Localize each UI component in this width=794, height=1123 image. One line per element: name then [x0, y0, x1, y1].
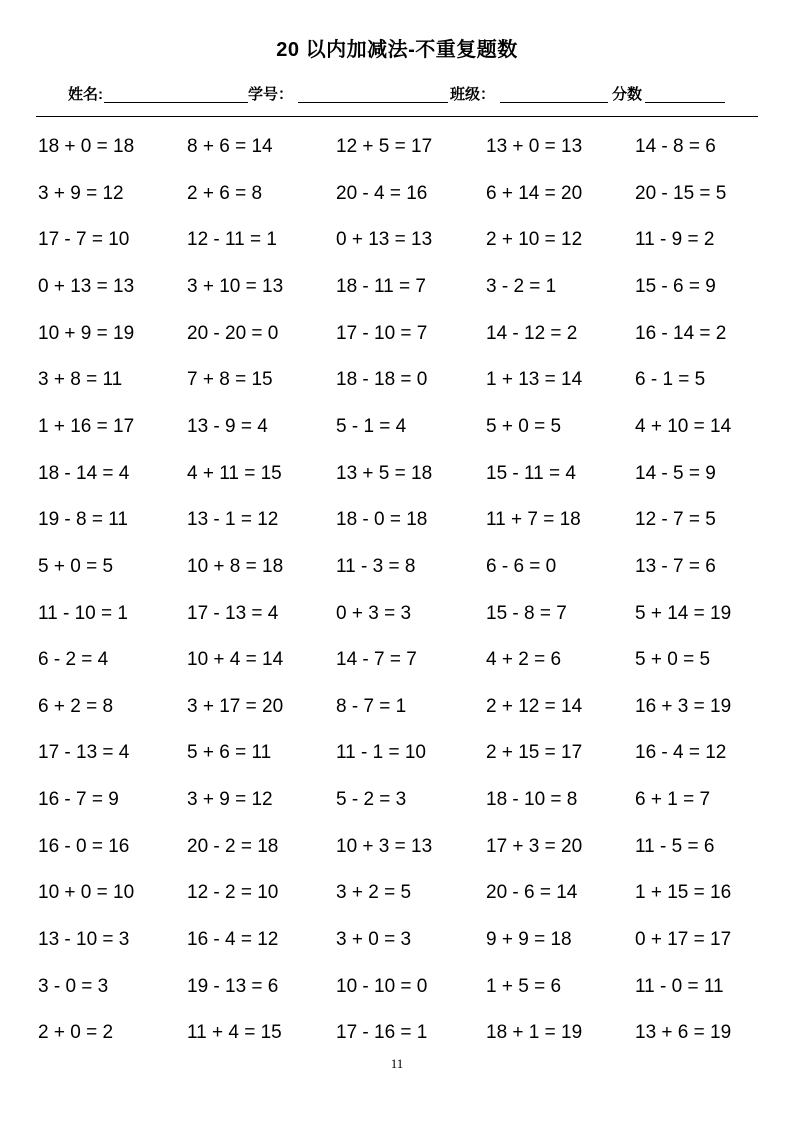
problem-row — [38, 1010, 758, 1057]
problem-row — [38, 357, 758, 404]
problem: 13 - 10 = 3 — [38, 929, 130, 951]
problem: 11 - 10 = 1 — [38, 602, 128, 624]
problem: 1 + 5 = 6 — [486, 975, 562, 997]
problem: 17 - 16 = 1 — [336, 1022, 428, 1044]
problem: 3 + 9 = 12 — [187, 789, 273, 811]
problem: 10 + 8 = 18 — [187, 555, 284, 577]
problem: 12 + 5 = 17 — [336, 136, 433, 157]
problem: 6 - 1 = 5 — [635, 369, 706, 391]
problem: 9 + 9 = 18 — [486, 929, 572, 951]
score-blank — [645, 102, 725, 103]
problem-row — [38, 171, 758, 218]
problem: 14 - 12 = 2 — [486, 322, 578, 344]
problem: 17 + 3 = 20 — [486, 835, 583, 857]
problem: 10 + 3 = 13 — [336, 835, 433, 857]
problem: 10 + 0 = 10 — [38, 882, 135, 904]
problem: 4 + 2 = 6 — [486, 649, 562, 671]
problem: 8 + 6 = 14 — [187, 136, 273, 157]
problem: 2 + 6 = 8 — [187, 182, 263, 204]
problem: 18 - 14 = 4 — [38, 462, 130, 484]
header-divider — [36, 116, 758, 117]
problem: 5 + 0 = 5 — [38, 555, 114, 577]
problem: 5 + 6 = 11 — [187, 742, 272, 764]
problem: 0 + 13 = 13 — [336, 229, 433, 251]
problem: 2 + 12 = 14 — [486, 695, 583, 717]
problem: 20 - 4 = 16 — [336, 182, 428, 204]
problem: 2 + 0 = 2 — [38, 1022, 114, 1044]
problem-row — [38, 264, 758, 311]
problem-row — [38, 730, 758, 777]
problem: 19 - 13 = 6 — [187, 975, 279, 997]
problem: 6 + 1 = 7 — [635, 789, 711, 811]
problem: 10 + 4 = 14 — [187, 649, 284, 671]
problem: 19 - 8 = 11 — [38, 509, 128, 531]
problem: 0 + 3 = 3 — [336, 602, 412, 624]
problem: 18 - 18 = 0 — [336, 369, 428, 391]
problem: 18 + 1 = 19 — [486, 1022, 583, 1044]
problem: 6 + 2 = 8 — [38, 695, 114, 717]
problem: 5 - 2 = 3 — [336, 789, 407, 811]
problem-row — [38, 451, 758, 498]
problem-row — [38, 870, 758, 917]
problem: 20 - 15 = 5 — [635, 182, 727, 204]
problem: 11 + 4 = 15 — [187, 1022, 282, 1044]
problem: 16 - 7 = 9 — [38, 789, 119, 811]
problem: 18 - 0 = 18 — [336, 509, 428, 531]
problem: 16 - 14 = 2 — [635, 322, 727, 344]
problem: 13 + 5 = 18 — [336, 462, 433, 484]
problem: 17 - 10 = 7 — [336, 322, 428, 344]
problem: 1 + 13 = 14 — [486, 369, 583, 391]
problem: 11 - 0 = 11 — [635, 975, 724, 997]
problem: 1 + 16 = 17 — [38, 415, 135, 437]
name-blank — [104, 102, 248, 103]
problem-row — [38, 124, 758, 171]
problem: 14 - 7 = 7 — [336, 649, 417, 671]
page-number: 11 — [390, 1056, 404, 1071]
problem: 3 + 10 = 13 — [187, 275, 284, 297]
name-label: 姓名: — [68, 86, 103, 103]
problem: 11 - 9 = 2 — [635, 229, 715, 251]
problem: 0 + 13 = 13 — [38, 275, 135, 297]
problem: 3 - 2 = 1 — [486, 275, 557, 297]
problem: 3 + 17 = 20 — [187, 695, 284, 717]
problem: 3 - 0 = 3 — [38, 975, 109, 997]
problem: 3 + 9 = 12 — [38, 182, 124, 204]
problem-row — [38, 777, 758, 824]
problem: 6 + 14 = 20 — [486, 182, 583, 204]
problem: 17 - 13 = 4 — [187, 602, 279, 624]
problem: 16 - 4 = 12 — [187, 929, 279, 951]
problem: 17 - 13 = 4 — [38, 742, 130, 764]
problem-row — [38, 684, 758, 731]
problem-row — [38, 964, 758, 1011]
problem: 18 - 10 = 8 — [486, 789, 578, 811]
problem-row — [38, 404, 758, 451]
problem: 16 + 3 = 19 — [635, 695, 732, 717]
problem: 11 - 5 = 6 — [635, 835, 715, 857]
problem: 14 - 8 = 6 — [635, 136, 716, 157]
problem: 2 + 10 = 12 — [486, 229, 583, 251]
problem-row — [38, 917, 758, 964]
problem: 6 - 6 = 0 — [486, 555, 557, 577]
problem: 2 + 15 = 17 — [486, 742, 583, 764]
problem: 1 + 15 = 16 — [635, 882, 732, 904]
class-label: 班级： — [450, 86, 496, 103]
problem-row — [38, 497, 758, 544]
problem: 12 - 2 = 10 — [187, 882, 279, 904]
problem: 4 + 10 = 14 — [635, 415, 732, 437]
problem-row — [38, 544, 758, 591]
problem: 11 + 7 = 18 — [486, 509, 581, 531]
problem: 3 + 2 = 5 — [336, 882, 412, 904]
problem: 17 - 7 = 10 — [38, 229, 130, 251]
problem: 10 + 9 = 19 — [38, 322, 135, 344]
problem-grid — [38, 124, 758, 1058]
problem: 18 - 11 = 7 — [336, 275, 426, 297]
problem: 10 - 10 = 0 — [336, 975, 428, 997]
problem: 16 - 0 = 16 — [38, 835, 130, 857]
score-label: 分数 — [612, 86, 643, 103]
class-blank — [500, 102, 608, 103]
worksheet-title: 20 以内加减法-不重复题数 — [276, 39, 518, 61]
problem: 5 - 1 = 4 — [336, 415, 407, 437]
problem: 11 - 1 = 10 — [336, 742, 426, 764]
problem-row — [38, 311, 758, 358]
problem: 4 + 11 = 15 — [187, 462, 282, 484]
problem: 8 - 7 = 1 — [336, 695, 407, 717]
problem-row — [38, 637, 758, 684]
problem: 5 + 14 = 19 — [635, 602, 732, 624]
problem: 20 - 20 = 0 — [187, 322, 279, 344]
problem: 12 - 11 = 1 — [187, 229, 277, 251]
problem: 7 + 8 = 15 — [187, 369, 273, 391]
problem: 5 + 0 = 5 — [486, 415, 562, 437]
problem: 12 - 7 = 5 — [635, 509, 716, 531]
problem: 18 + 0 = 18 — [38, 136, 135, 157]
problem: 20 - 2 = 18 — [187, 835, 279, 857]
problem: 20 - 6 = 14 — [486, 882, 578, 904]
problem-row — [38, 217, 758, 264]
problem: 14 - 5 = 9 — [635, 462, 716, 484]
problem: 6 - 2 = 4 — [38, 649, 109, 671]
problem: 0 + 17 = 17 — [635, 929, 732, 951]
problem: 3 + 0 = 3 — [336, 929, 412, 951]
problem: 15 - 11 = 4 — [486, 462, 576, 484]
student-number-label: 学号： — [248, 86, 294, 103]
problem: 13 + 0 = 13 — [486, 136, 583, 157]
problem: 5 + 0 = 5 — [635, 649, 711, 671]
problem: 3 + 8 = 11 — [38, 369, 123, 391]
problem: 15 - 6 = 9 — [635, 275, 716, 297]
problem: 16 - 4 = 12 — [635, 742, 727, 764]
problem-row — [38, 824, 758, 871]
problem: 15 - 8 = 7 — [486, 602, 567, 624]
problem: 13 - 7 = 6 — [635, 555, 716, 577]
problem: 13 - 1 = 12 — [187, 509, 279, 531]
problem: 13 + 6 = 19 — [635, 1022, 732, 1044]
student-number-blank — [298, 102, 448, 103]
problem: 13 - 9 = 4 — [187, 415, 268, 437]
problem-row — [38, 591, 758, 638]
problem: 11 - 3 = 8 — [336, 555, 416, 577]
